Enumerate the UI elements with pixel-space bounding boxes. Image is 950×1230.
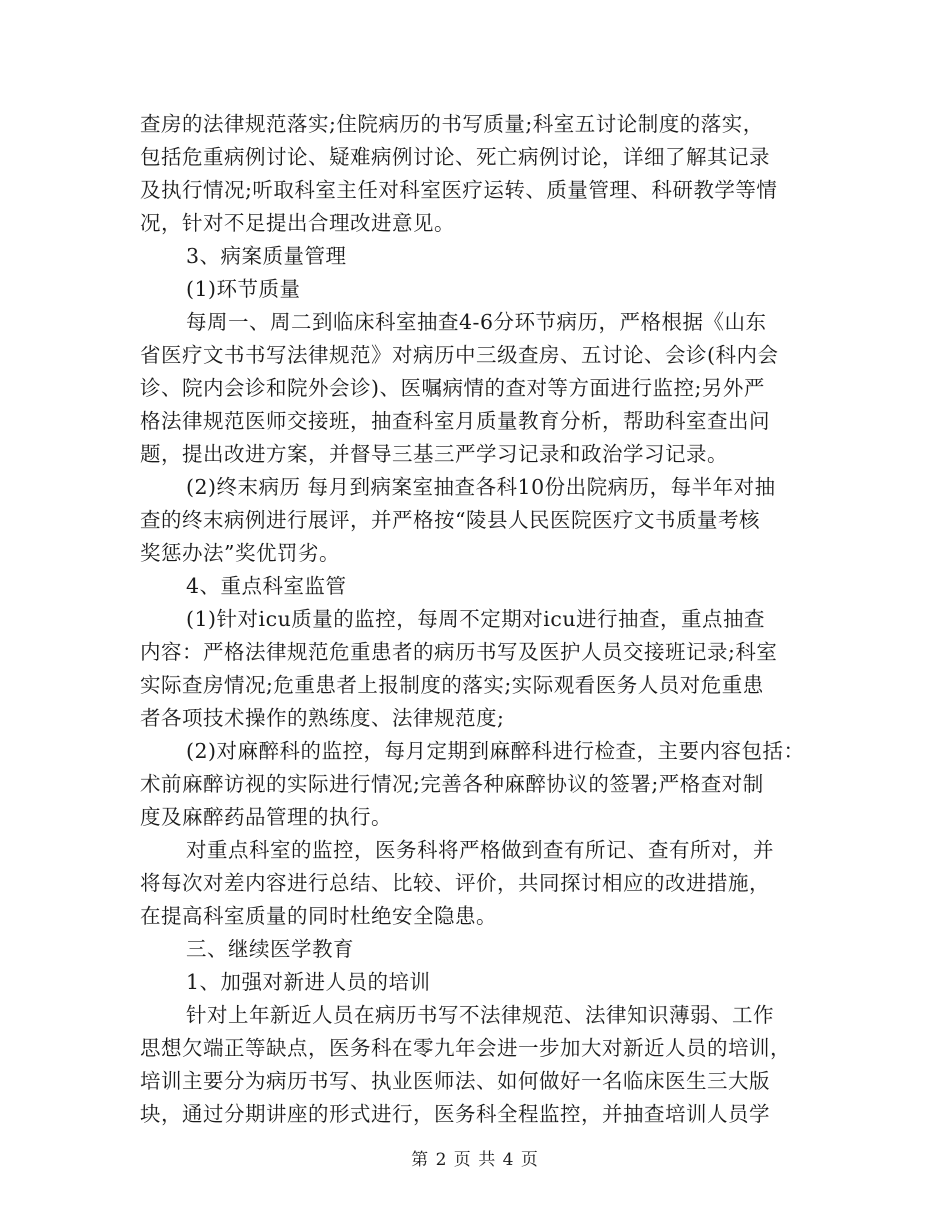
subsection-heading: (1)环节质量 bbox=[186, 277, 301, 301]
subsection-heading: 1、加强对新进人员的培训 bbox=[186, 970, 431, 994]
page-footer: 第 2 页 共 4 页 bbox=[411, 1150, 539, 1170]
text-line: 省医疗文书书写法律规范》对病历中三级查房、五讨论、会诊(科内会 bbox=[140, 343, 779, 367]
text-line: 者各项技术操作的熟练度、法律规范度; bbox=[140, 706, 505, 730]
text-line: 题，提出改进方案，并督导三基三严学习记录和政治学习记录。 bbox=[140, 442, 728, 466]
text-line: 思想欠端正等缺点，医务科在零九年会进一步加大对新近人员的培训， bbox=[140, 1036, 791, 1060]
text-line: 培训主要分为病历书写、执业医师法、如何做好一名临床医生三大版 bbox=[140, 1069, 770, 1093]
text-line: 格法律规范医师交接班，抽查科室月质量教育分析，帮助科室查出问 bbox=[140, 409, 770, 433]
text-line: 奖惩办法”奖优罚劣。 bbox=[140, 541, 340, 565]
section-heading: 3、病案质量管理 bbox=[186, 244, 347, 268]
text-line: 查房的法律规范落实;住院病历的书写质量;科室五讨论制度的落实， bbox=[140, 112, 764, 136]
text-line: 包括危重病例讨论、疑难病例讨论、死亡病例讨论，详细了解其记录 bbox=[140, 145, 770, 169]
text-line: (1)针对icu质量的监控，每周不定期对icu进行抽查，重点抽查 bbox=[186, 607, 766, 631]
text-line: 及执行情况;听取科室主任对科室医疗运转、质量管理、科研教学等情 bbox=[140, 178, 778, 202]
section-heading: 4、重点科室监管 bbox=[186, 574, 347, 598]
text-line: (2)终末病历 每月到病案室抽查各科10份出院病历，每半年对抽 bbox=[186, 475, 776, 499]
text-line: 在提高科室质量的同时杜绝安全隐患。 bbox=[140, 904, 497, 928]
text-line: 针对上年新近人员在病历书写不法律规范、法律知识薄弱、工作 bbox=[186, 1003, 774, 1027]
section-heading: 三、继续医学教育 bbox=[186, 937, 354, 961]
text-line: 块，通过分期讲座的形式进行，医务科全程监控，并抽查培训人员学 bbox=[140, 1102, 770, 1126]
text-line: 内容：严格法律规范危重患者的病历书写及医护人员交接班记录;科室 bbox=[140, 640, 778, 664]
text-line: 诊、院内会诊和院外会诊)、医嘱病情的查对等方面进行监控;另外严 bbox=[140, 376, 765, 400]
text-line: 况，针对不足提出合理改进意见。 bbox=[140, 211, 455, 235]
text-line: 将每次对差内容进行总结、比较、评价，共同探讨相应的改进措施， bbox=[140, 871, 770, 895]
text-line: (2)对麻醉科的监控，每月定期到麻醉科进行检查，主要内容包括： bbox=[186, 739, 805, 763]
text-line: 对重点科室的监控，医务科将严格做到查有所记、查有所对，并 bbox=[186, 838, 774, 862]
text-line: 度及麻醉药品管理的执行。 bbox=[140, 805, 392, 829]
text-line: 每周一、周二到临床科室抽查4-6分环节病历，严格根据《山东 bbox=[186, 310, 767, 334]
text-line: 实际查房情况;危重患者上报制度的落实;实际观看医务人员对危重患 bbox=[140, 673, 764, 697]
text-line: 术前麻醉访视的实际进行情况;完善各种麻醉协议的签署;严格查对制 bbox=[140, 772, 764, 796]
text-line: 查的终末病例进行展评，并严格按“陵县人民医院医疗文书质量考核 bbox=[140, 508, 760, 532]
